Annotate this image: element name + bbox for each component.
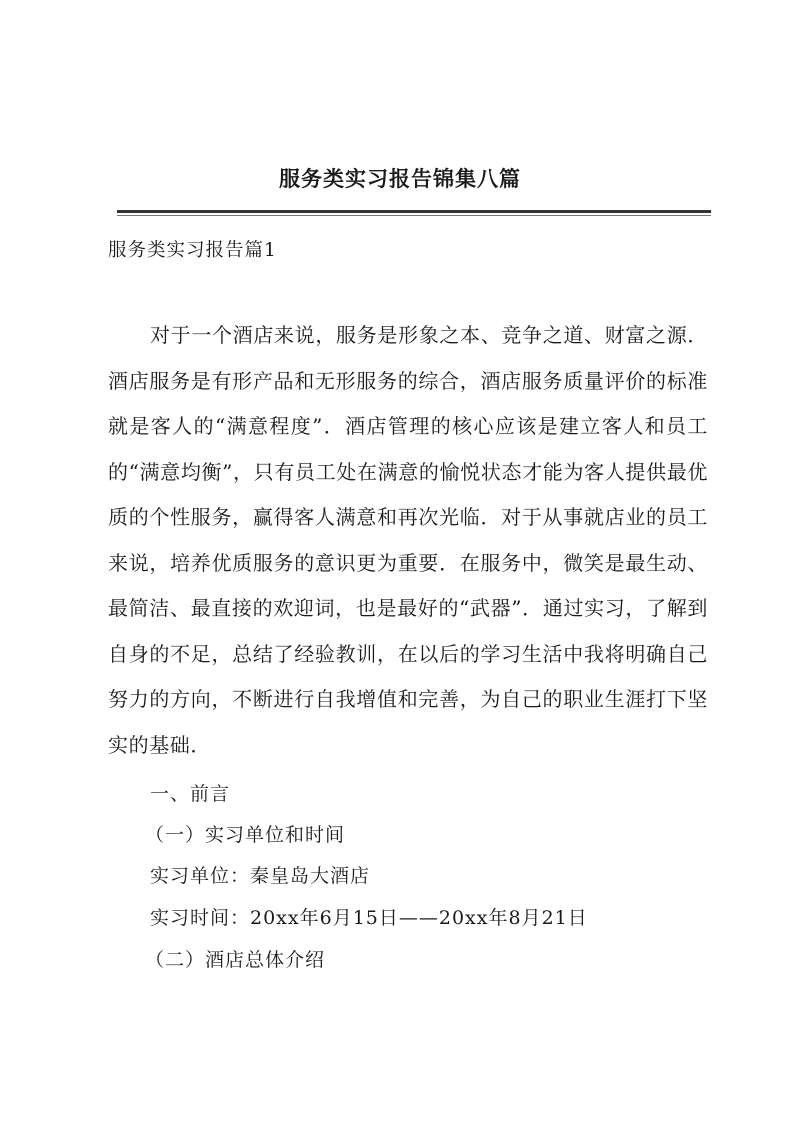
heading-preface: 一、前言 <box>150 783 231 805</box>
internship-unit-line: 实习单位：秦皇岛大酒店 <box>150 865 371 887</box>
title-divider-thin <box>117 215 711 216</box>
title-divider <box>117 210 711 213</box>
document-title: 服务类实习报告锦集八篇 <box>279 166 521 191</box>
subheading-unit-and-time: （一）实习单位和时间 <box>145 824 346 846</box>
internship-time-line: 实习时间：20xx年6月15日——20xx年8月21日 <box>150 907 588 929</box>
body-paragraph: 对于一个酒店来说，服务是形象之本、竞争之道、财富之源．酒店服务是有形产品和无形服务的综合，酒店服务质量评价的标准就是客人的“满意程度”．酒店管理的核心应该是建立客人和员工的“满意均衡”，只有员工处在满意的愉悦状态才能为客人提供最优质的个性服务，赢得客人满意和再次光临．对于从事就店业的员工来说，培养优质服务的意识更为重要．在服务中，微笑是最生动、最简洁、最直接的欢迎词，也是最好的“武器”．通过实习，了解到自身的不足，总结了经验教训，在以后的学习生活中我将明确自己努力的方向，不断进行自我增值和完善，为自己的职业生涯打下坚实的基础． <box>108 323 708 757</box>
subheading-hotel-intro: （二）酒店总体介绍 <box>145 949 326 971</box>
section-heading: 服务类实习报告篇1 <box>108 240 277 261</box>
